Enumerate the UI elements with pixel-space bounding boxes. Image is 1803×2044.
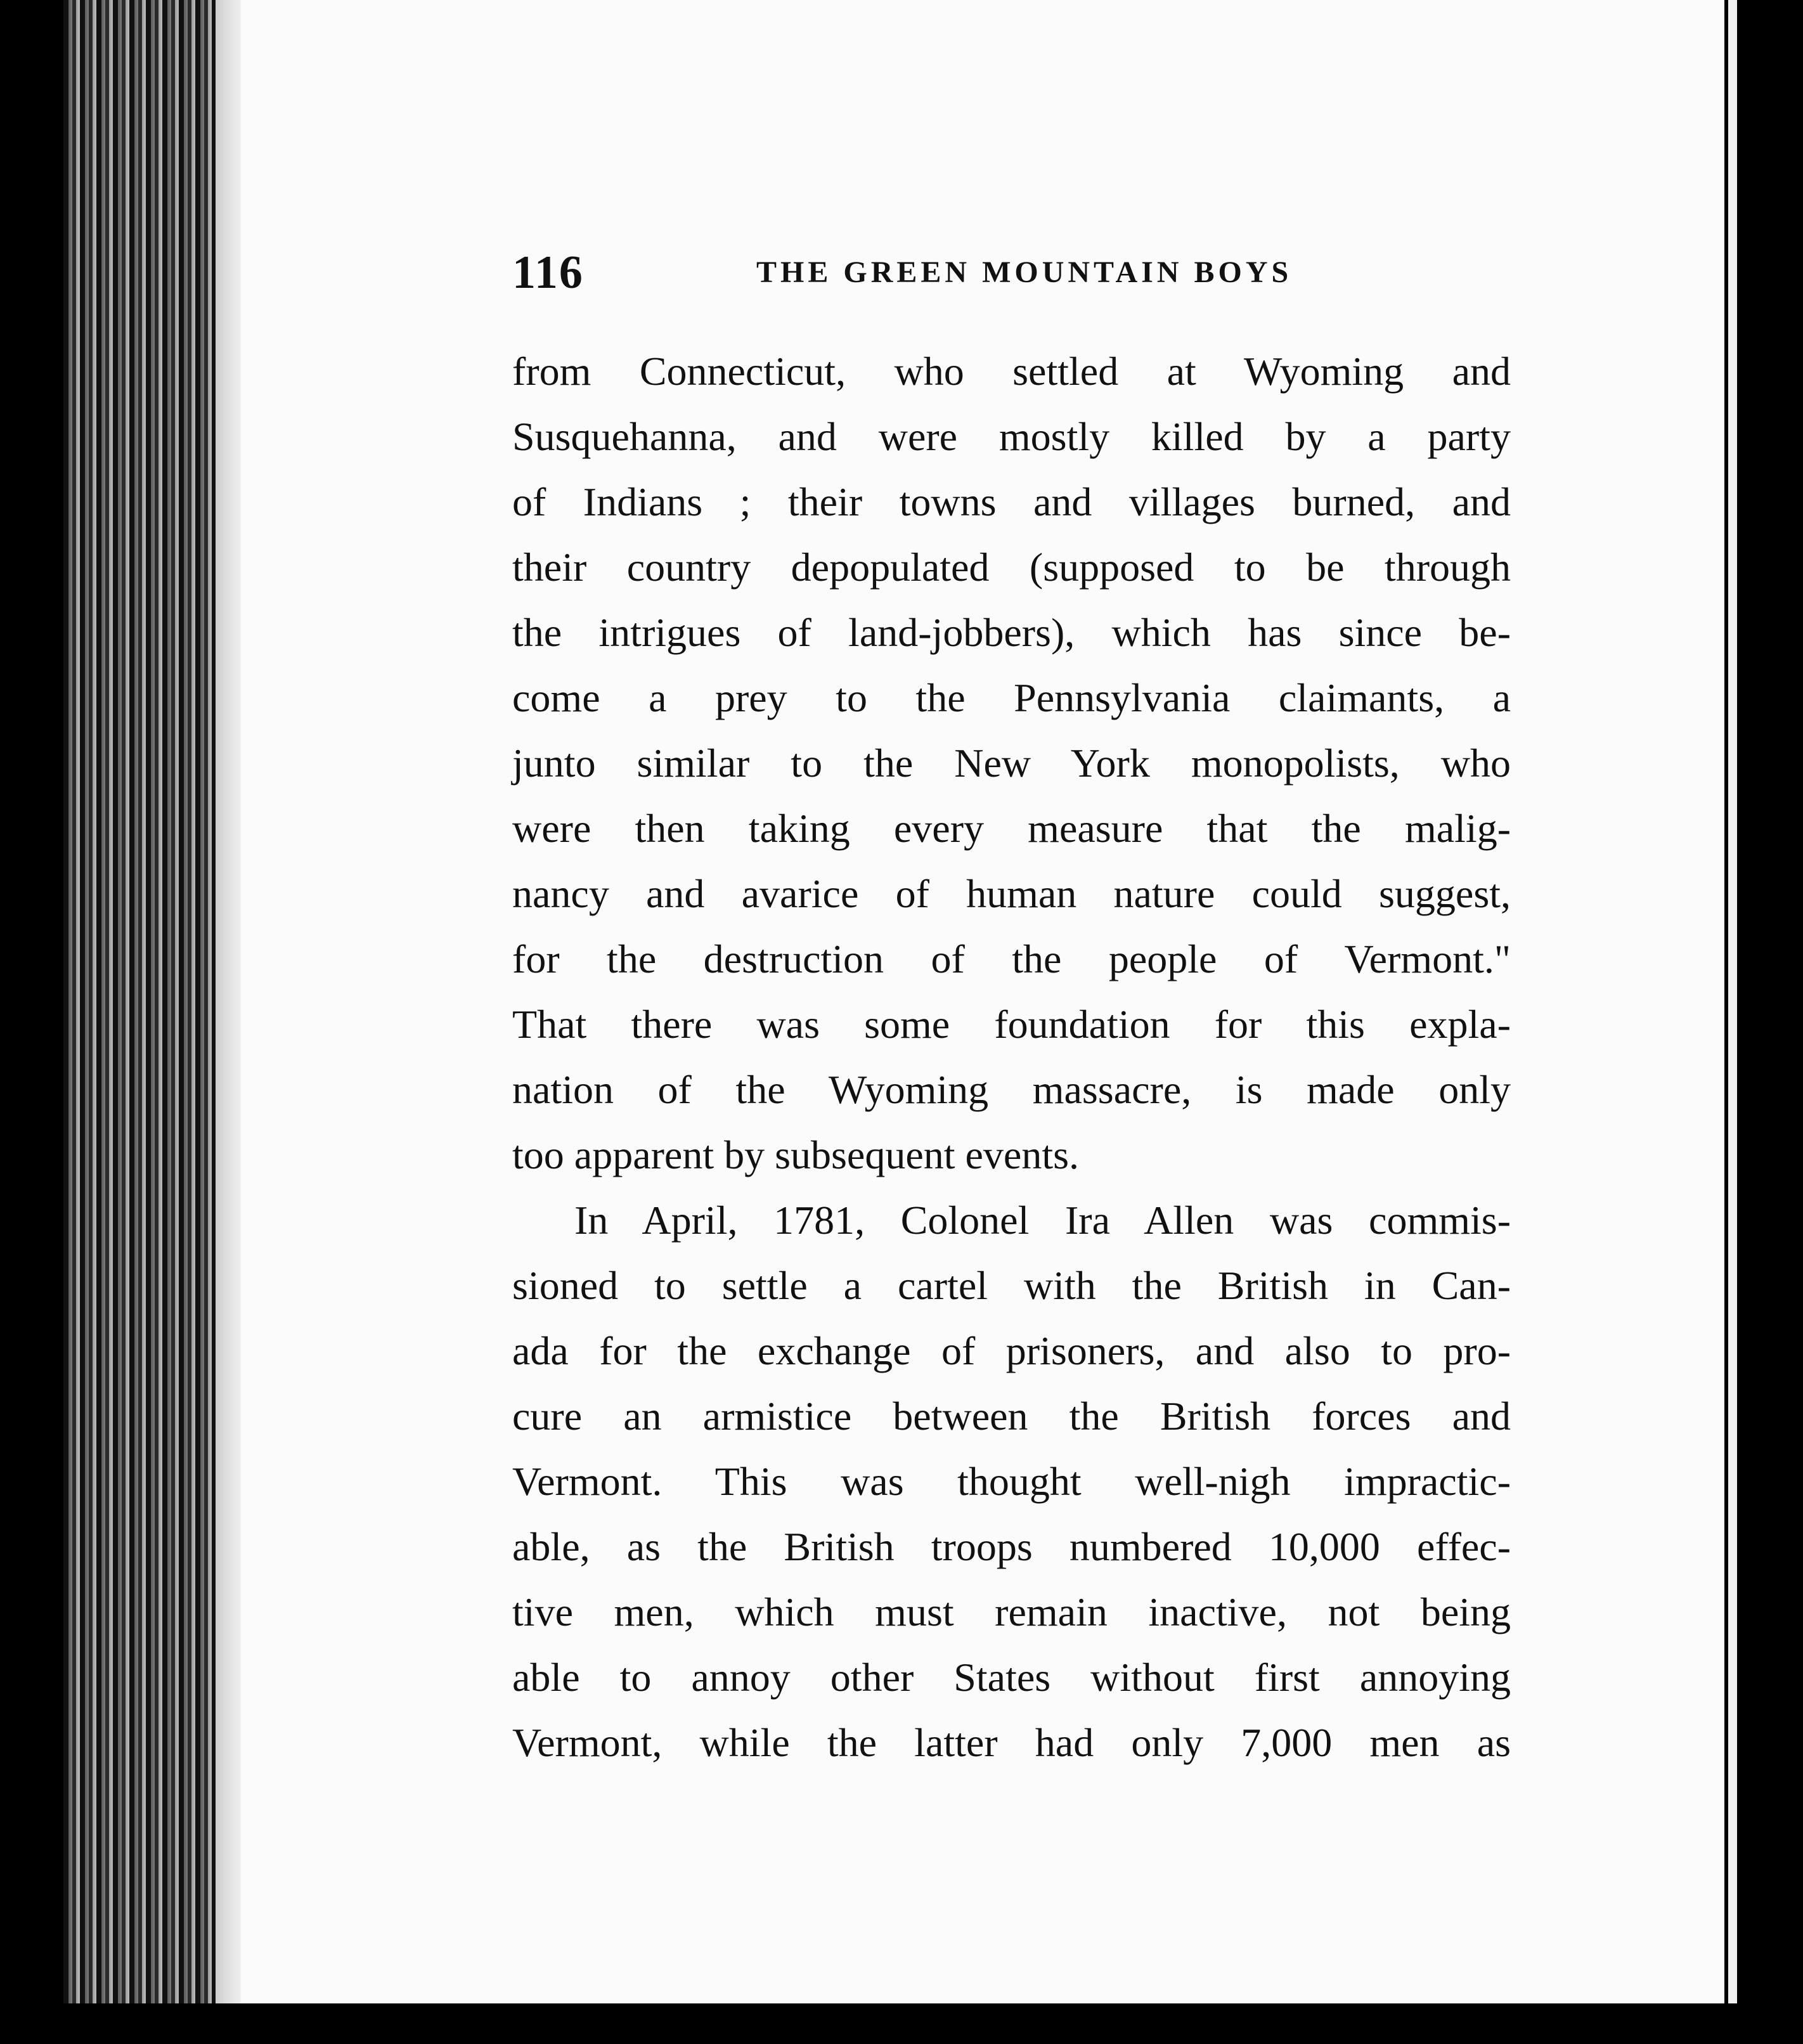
text-line: Vermont, while the latter had only 7,000 men as [512, 1720, 1511, 1765]
text-line: were then taking every measure that the malig- [512, 806, 1511, 851]
body-text [512, 339, 1511, 1775]
scan-bottom-border [0, 2003, 1803, 2044]
book-binding-edge [1724, 0, 1803, 2044]
text-line: That there was some foundation for this expla- [512, 1002, 1511, 1047]
text-line: cure an armistice between the British forces and [512, 1394, 1511, 1439]
text-line: sioned to settle a cartel with the British in Can- [512, 1263, 1511, 1308]
text-line: the intrigues of land-jobbers), which has since be- [512, 610, 1511, 655]
text-line: able to annoy other States without first annoying [512, 1655, 1511, 1700]
text-line: for the destruction of the people of Vermont." [512, 936, 1511, 981]
text-line: nancy and avarice of human nature could suggest, [512, 871, 1511, 916]
text-line: ada for the exchange of prisoners, and also to pro- [512, 1328, 1511, 1373]
text-line: junto similar to the New York monopolists, who [512, 741, 1511, 786]
text-line: come a prey to the Pennsylvania claimants, a [512, 675, 1511, 720]
text-line: Susquehanna, and were mostly killed by a party [512, 414, 1511, 459]
text-line: able, as the British troops numbered 10,000 effec- [512, 1524, 1511, 1569]
book-page-edges [63, 0, 241, 2044]
paragraph-last-line: too apparent by subsequent events. [512, 1132, 1079, 1177]
paragraph-first-line: In April, 1781, Colonel Ira Allen was commis- [574, 1198, 1511, 1243]
text-line: their country depopulated (supposed to be through [512, 545, 1511, 590]
text-line: nation of the Wyoming massacre, is made only [512, 1067, 1511, 1112]
running-title: THE GREEN MOUNTAIN BOYS [756, 256, 1293, 289]
running-head [512, 246, 1501, 297]
text-line: from Connecticut, who settled at Wyoming and [512, 349, 1511, 394]
text-line: of Indians ; their towns and villages burned, and [512, 479, 1511, 524]
text-line: Vermont. This was thought well-nigh impractic- [512, 1459, 1511, 1504]
page-number: 116 [512, 247, 584, 299]
text-line: tive men, which must remain inactive, not being [512, 1589, 1511, 1634]
